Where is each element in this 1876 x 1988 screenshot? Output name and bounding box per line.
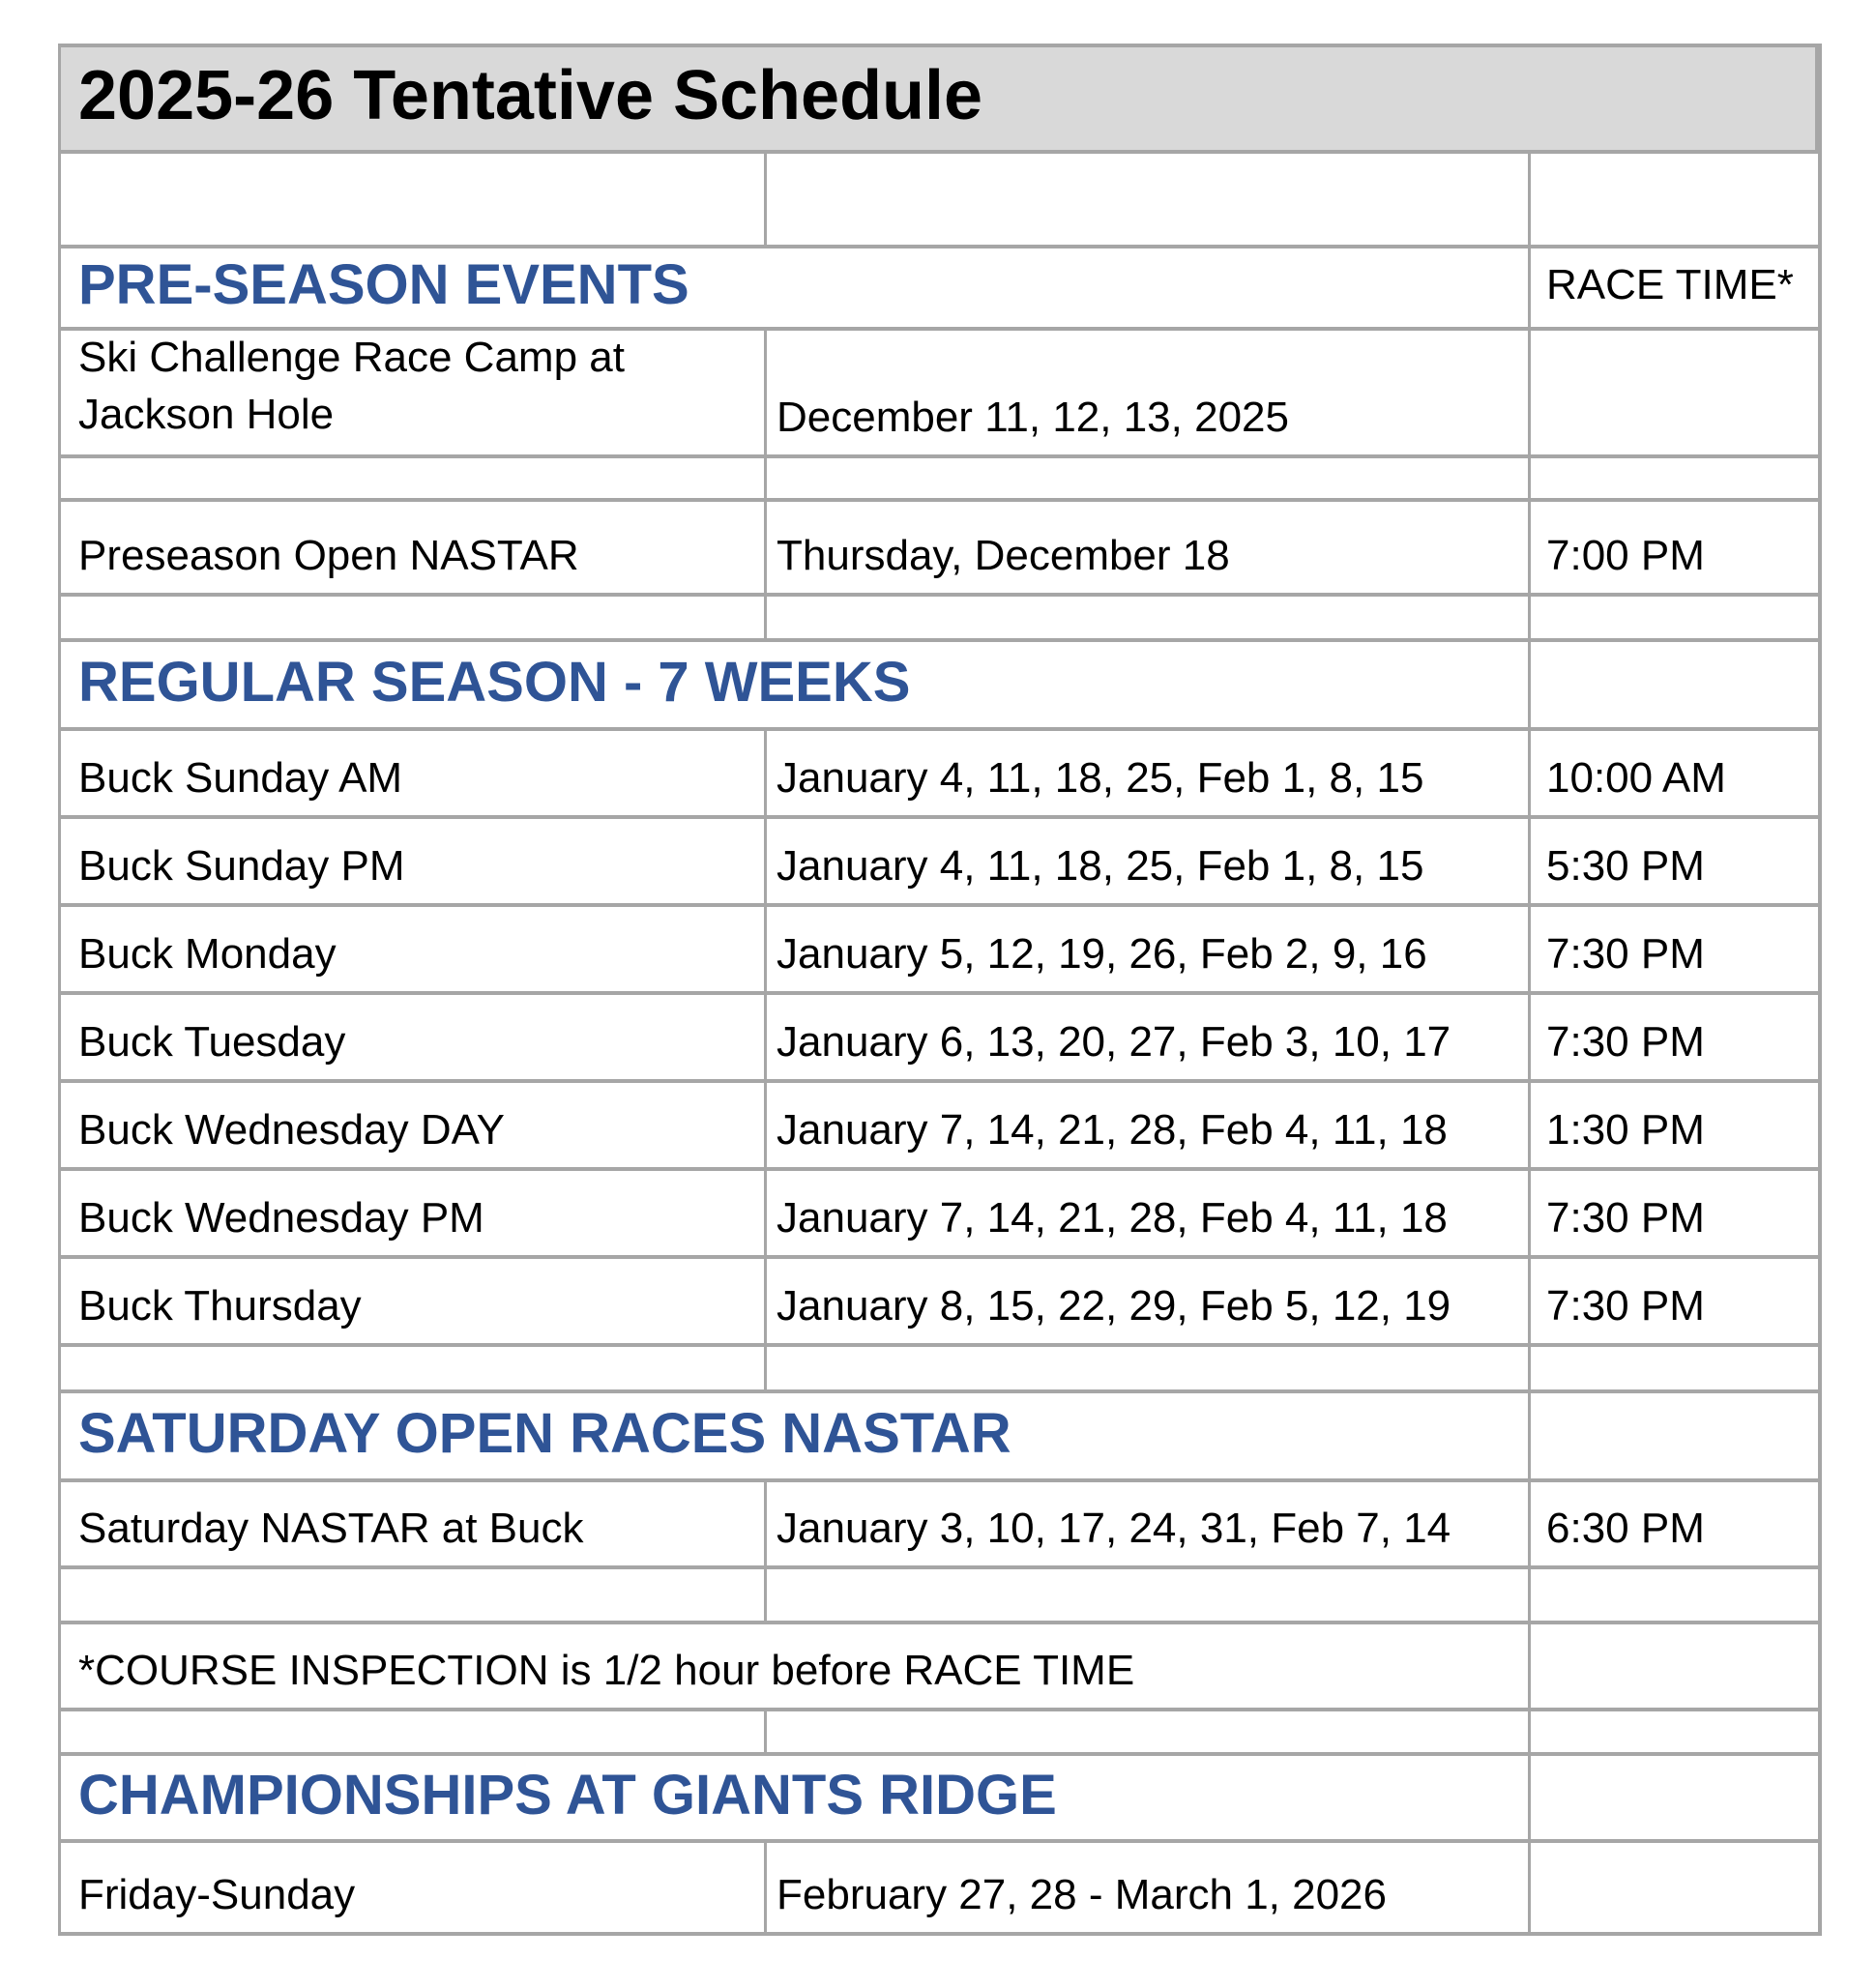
course-inspection-note: *COURSE INSPECTION is 1/2 hour before RACE TIME [61,1624,1531,1711]
empty-cell [61,1569,767,1624]
event-line-1: Ski Challenge Race Camp at [78,334,625,381]
section-header-championships: CHAMPIONSHIPS AT GIANTS RIDGE [61,1756,1531,1843]
empty-cell [1531,1756,1818,1843]
empty-cell [1531,1624,1818,1711]
event-cell-ski-camp [61,331,767,458]
empty-cell [767,458,1531,502]
dates-cell-buck-monday: January 5, 12, 19, 26, Feb 2, 9, 16 [767,907,1531,995]
time-cell-ski-camp [1531,331,1818,458]
empty-cell [767,597,1531,642]
dates-cell-preseason-nastar: Thursday, December 18 [767,502,1531,597]
event-cell-buck-tuesday: Buck Tuesday [61,995,767,1083]
empty-cell [1531,642,1818,731]
time-cell-buck-sunday-pm: 5:30 PM [1531,819,1818,907]
empty-cell [767,1569,1531,1624]
empty-cell [1531,1569,1818,1624]
section-header-preseason: PRE-SEASON EVENTS [61,248,1531,331]
empty-cell [767,154,1531,248]
event-cell-buck-sunday-am: Buck Sunday AM [61,731,767,819]
table-title: 2025-26 Tentative Schedule [61,47,1818,154]
empty-cell [1531,1347,1818,1393]
empty-cell [61,1347,767,1393]
empty-cell [1531,1393,1818,1482]
empty-cell [1531,154,1818,248]
empty-cell [61,1711,767,1756]
dates-cell-buck-thursday: January 8, 15, 22, 29, Feb 5, 12, 19 [767,1259,1531,1347]
event-cell-saturday-nastar: Saturday NASTAR at Buck [61,1482,767,1569]
dates-cell-buck-wednesday-day: January 7, 14, 21, 28, Feb 4, 11, 18 [767,1083,1531,1171]
dates-cell-ski-camp: December 11, 12, 13, 2025 [767,331,1531,458]
schedule-table [58,44,1822,1936]
time-cell-saturday-nastar: 6:30 PM [1531,1482,1818,1569]
time-cell-buck-tuesday: 7:30 PM [1531,995,1818,1083]
event-cell-championships: Friday-Sunday [61,1843,767,1932]
race-time-column-header: RACE TIME* [1531,248,1818,331]
empty-cell [1531,597,1818,642]
event-cell-buck-monday: Buck Monday [61,907,767,995]
empty-cell [767,1711,1531,1756]
time-cell-preseason-nastar: 7:00 PM [1531,502,1818,597]
dates-cell-buck-sunday-pm: January 4, 11, 18, 25, Feb 1, 8, 15 [767,819,1531,907]
dates-cell-saturday-nastar: January 3, 10, 17, 24, 31, Feb 7, 14 [767,1482,1531,1569]
time-cell-buck-thursday: 7:30 PM [1531,1259,1818,1347]
dates-cell-buck-sunday-am: January 4, 11, 18, 25, Feb 1, 8, 15 [767,731,1531,819]
dates-cell-buck-wednesday-pm: January 7, 14, 21, 28, Feb 4, 11, 18 [767,1171,1531,1259]
dates-cell-championships: February 27, 28 - March 1, 2026 [767,1843,1531,1932]
section-header-saturday-open: SATURDAY OPEN RACES NASTAR [61,1393,1531,1482]
event-cell-buck-wednesday-pm: Buck Wednesday PM [61,1171,767,1259]
empty-cell [61,458,767,502]
empty-cell [767,1347,1531,1393]
time-cell-buck-monday: 7:30 PM [1531,907,1818,995]
dates-cell-buck-tuesday: January 6, 13, 20, 27, Feb 3, 10, 17 [767,995,1531,1083]
event-cell-buck-wednesday-day: Buck Wednesday DAY [61,1083,767,1171]
empty-cell [1531,1711,1818,1756]
event-cell-buck-thursday: Buck Thursday [61,1259,767,1347]
time-cell-buck-wednesday-day: 1:30 PM [1531,1083,1818,1171]
empty-cell [61,597,767,642]
event-cell-buck-sunday-pm: Buck Sunday PM [61,819,767,907]
section-header-regular-season: REGULAR SEASON - 7 WEEKS [61,642,1531,731]
time-cell-buck-wednesday-pm: 7:30 PM [1531,1171,1818,1259]
time-cell-championships [1531,1843,1818,1932]
empty-cell [1531,458,1818,502]
event-cell-preseason-nastar: Preseason Open NASTAR [61,502,767,597]
empty-cell [61,154,767,248]
time-cell-buck-sunday-am: 10:00 AM [1531,731,1818,819]
event-line-2: Jackson Hole [78,391,335,438]
